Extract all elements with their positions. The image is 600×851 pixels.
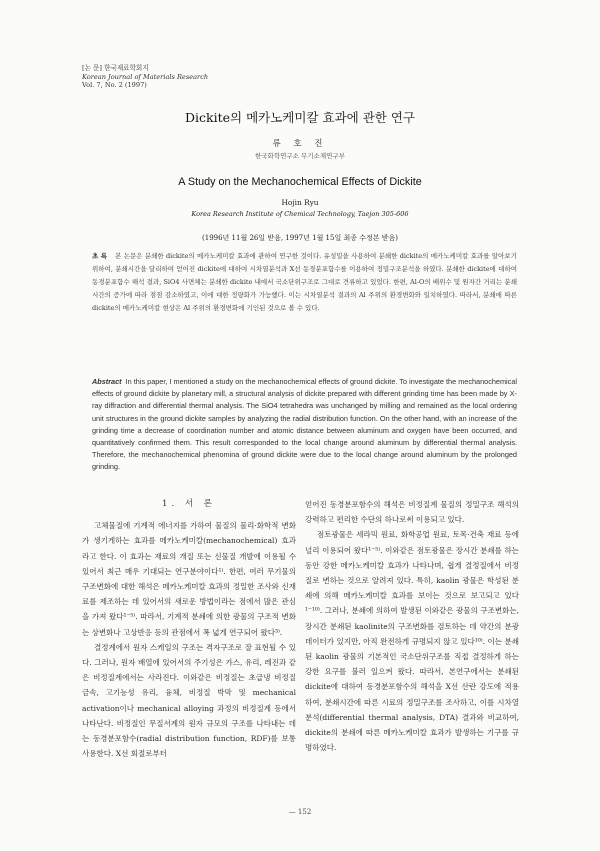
left-paragraph-1: 고체물질에 기계적 에너지를 가하여 물질의 물리·화학적 변화가 생기게하는 효과를 메카노케미칼(mechanochemical) 효과라고 한다. 이 효과는 재료의 개질 또는 신물질 개발에 이용될 수 있어서 최근 매우 기대되는 연구분야이다¹⁾. 한편, 여러 무기물의 구조변화에 대한 해석은 메카노케미칼 효과의 정밀한 조사와 신재료를 제조하는 데 있어서의 새로운 방법이라는 점에서 많은 관심을 가져 왔다¹⁻⁵⁾. 따라서, 기계적 분쇄에 의한 광물의 구조적 변화는 상변화나 고상반응 등의 관점에서 폭 넓게 연구되어 왔다³⁾. [82, 521, 296, 637]
page-number: — 152 [288, 808, 312, 816]
section-heading: 1. 서 론 [162, 499, 216, 509]
korean-affiliation: 한국화학연구소 무기소재연구부 [255, 152, 345, 160]
journal-header-line2: Korean Journal of Materials Research [82, 72, 209, 81]
english-title: A Study on the Mechanochemical Effects of Dickite [178, 176, 422, 188]
korean-abstract-text: 본 논문은 분쇄한 dickite의 메카노케미칼 효과에 관하여 연구한 것이다. 유성밀을 사용하여 분쇄한 dickite의 메카노케미칼 효과를 알아보기 위하여, 분쇄시간을 달리하여 얻어진 dickite에 대하여 시차열분석과 X선 동경분포함수를 이용하여 정밀구조분석을 하였다. 분쇄한 dickite에 대하여 동경분포함수 해석 결과, SiO4 사면체는 분쇄한 dickite 내에서 국소단위구조로 그대로 견류하고 있었다. 한편, Al-O의 배위수 및 원자간 거리는 분쇄시간의 증가에 따라 점점 감소하였고, 이에 대한 정량화가 가능했다. 이는 시차열분석 결과의 Al 주위의 환경변화와 일치하였다. 따라서, 분쇄에 따른 dickite의 메카노케미칼 현상은 Al 주위의 환경변화에 기인된 것으로 볼 수 있다. [92, 252, 517, 312]
korean-author: 류 호 진 [272, 139, 328, 149]
journal-header [82, 64, 208, 90]
english-abstract-text: In this paper, I mentioned a study on the mechanochemical effects of ground dickite. To investigate the mechanochemical effects of ground dickite by planetary mill, a structural analysis of dickite prepared with different grinding time has been made by X-ray diffraction and differential thermal analysis. The SiO4 tetrahedra was unchanged by milling and remained as the local ordering unit structures in the ground dickite samples by analyzing the radial distribution function. On the other hand, with an increase of the grinding time a decrease of coordination number and atomic distance between aluminum and oxygen have been occurred, and quantitatively confirmed them. This result corresponded to the local change around aluminum by differential thermal analysis. Therefore, the mechanochemical phenomina of ground dickite were due to the local change around aluminum by the prolonged grinding. [92, 377, 517, 472]
right-paragraph-2: 점토광물은 세라믹 원료, 화학공업 원료, 토목·건축 재료 등에 널리 이용되어 왔다¹⁻⁵⁾. 이와같은 점토광물은 장시간 분쇄를 하는 동안 강한 메카노케미칼 효과가 나타나며, 쉽게 결정질에서 비정질로 변하는 것으로 알려져 있다. 특히, kaolin 광물은 학성된 분쇄에 의해 메카노케미칼 효과를 보이는 것으로 보고되고 있다¹⁻¹⁰⁾. 그러나, 분쇄에 의하여 발생된 이와같은 광물의 구조변화는, 장시간 분쇄된 kaolinite의 구조변화를 검토하는 데 약간의 분광 데이터가 있지만, 아직 완전하게 규명되지 않고 있다¹⁰⁾. 이는 분쇄된 kaolin 광물의 기본적인 국소단위구조를 직접 결정하게 하는 강한 요구를 불러 일으켜 왔다. 따라서, 본연구에서는 분쇄된 dickite에 대하여 동경분포함수의 해석을 X선 산란 강도에 적용하여, 분쇄시간에 따른 시료의 정밀구조를 조사하고, 이를 시차열분석(differential thermal analysis, DTA) 결과와 비교하여, dickite의 분쇄에 따른 메카노케미칼 효과가 발생하는 기구를 규명하였다. [305, 530, 519, 753]
english-author: Hojin Ryu [281, 198, 319, 207]
english-affiliation: Korea Research Institute of Chemical Technology, Taejon 305-606 [191, 210, 409, 218]
left-column [82, 497, 296, 761]
english-abstract-label: Abstract [92, 377, 122, 386]
received-dates: (1996년 11월 26일 받음, 1997년 1월 15일 최종 수정본 받음) [202, 234, 398, 242]
journal-header-line3: Vol. 7, No. 2 (1997) [82, 81, 147, 90]
journal-header-line1: [논 문] 한국재료학회지 [82, 64, 149, 72]
left-paragraph-2: 결정계에서 원자 스케일의 구조는 격자구조로 잘 표현될 수 있다. 그러나, 원자 배열에 있어서의 주기성은 가스, 유리, 레진과 같은 비정질계에서는 사라진다. 이와같은 비정질는 초급냉 비정질 금속, 고기능성 유리, 융체, 비정질 박막 및 mechanical activation이나 mechanical alloying 과정의 비정질계 등에서 나타난다. 비정질인 무질서계의 원자 규모의 구조를 나타내는 데는 동경분포함수(radial distribution function, RDF)를 보통 사용한다. X선 회절로부터 [82, 642, 296, 759]
right-column [305, 497, 519, 755]
korean-abstract-label: 초 록 [92, 252, 108, 260]
right-paragraph-1: 얻어진 동경분포함수의 해석은 비정질계 물질의 정밀구조 해석의 강력하고 편리한 수단의 하나로써 이용되고 있다. [305, 500, 519, 525]
english-abstract [92, 376, 517, 474]
korean-abstract [92, 250, 517, 315]
korean-title: Dickite의 메카노케미칼 효과에 관한 연구 [185, 110, 415, 125]
